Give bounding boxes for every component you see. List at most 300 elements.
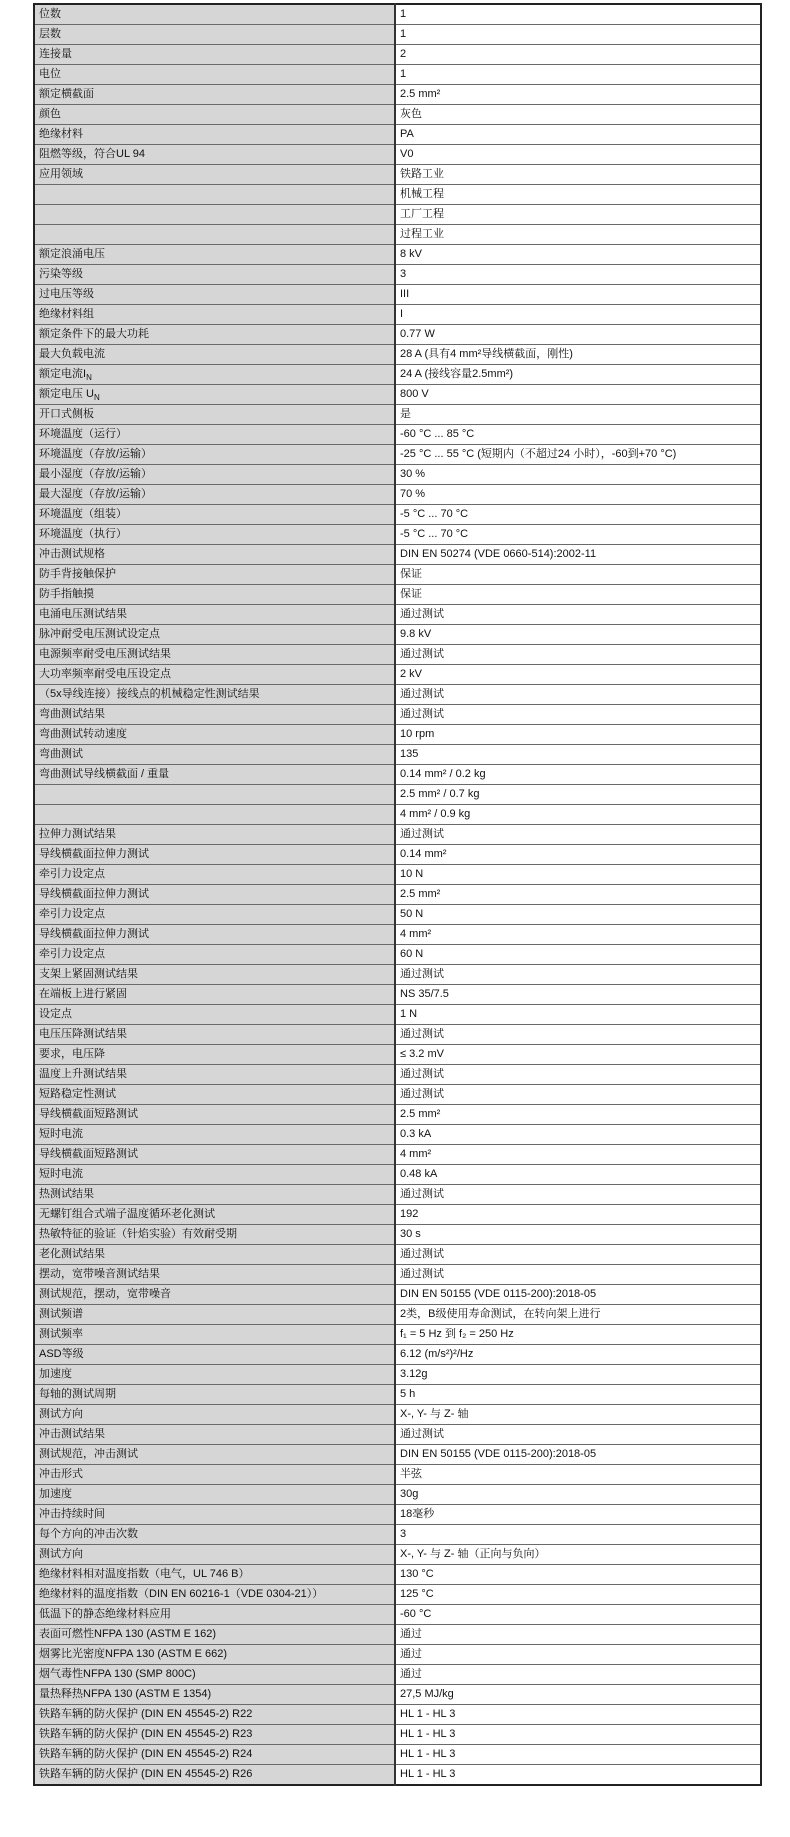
table-row: [34, 1745, 761, 1765]
table-row: [34, 1285, 761, 1305]
property-value-cell: [395, 705, 761, 725]
property-label: 额定浪涌电压: [39, 248, 105, 260]
property-value: 1: [400, 8, 407, 20]
property-label: 电压压降测试结果: [39, 1028, 127, 1040]
table-row: [34, 1645, 761, 1665]
property-value: III: [400, 288, 410, 300]
property-label-cell: [34, 1185, 395, 1205]
property-label-subscript: N: [94, 393, 100, 403]
property-value-cell: [395, 565, 761, 585]
property-value-cell: [395, 645, 761, 665]
table-row: [34, 25, 761, 45]
table-row: [34, 1365, 761, 1385]
property-value-cell: [395, 1145, 761, 1165]
property-label-cell: [34, 905, 395, 925]
property-label: 额定横截面: [39, 88, 94, 100]
property-label-cell: [34, 1745, 395, 1765]
property-label-cell: [34, 885, 395, 905]
property-value: 0.3 kA: [400, 1128, 432, 1140]
property-value-cell: [395, 65, 761, 85]
table-row: [34, 1025, 761, 1045]
property-value: 50 N: [400, 908, 424, 920]
property-label-cell: [34, 1325, 395, 1345]
property-value: 0.14 mm²: [400, 848, 447, 860]
property-label-cell: [34, 125, 395, 145]
property-value: 通过测试: [400, 608, 444, 620]
property-value: 通过测试: [400, 708, 444, 720]
property-value: PA: [400, 128, 414, 140]
property-value: 10 N: [400, 868, 424, 880]
property-value: 6.12 (m/s²)²/Hz: [400, 1348, 474, 1360]
table-row: [34, 465, 761, 485]
property-value-cell: [395, 1125, 761, 1145]
table-row: [34, 485, 761, 505]
property-label: 电源频率耐受电压测试结果: [39, 648, 171, 660]
property-value: 135: [400, 748, 419, 760]
property-label-cell: [34, 45, 395, 65]
property-value-cell: [395, 1665, 761, 1685]
property-label: 防手背接触保护: [39, 568, 116, 580]
property-value-cell: [395, 625, 761, 645]
property-label: 无螺钉组合式端子温度循环老化测试: [39, 1208, 215, 1220]
property-value: DIN EN 50274 (VDE 0660-514):2002-11: [400, 548, 597, 560]
property-label-cell: [34, 1165, 395, 1185]
property-label-cell: [34, 4, 395, 25]
property-label: 导线横截面拉伸力测试: [39, 928, 149, 940]
property-value-cell: [395, 725, 761, 745]
property-value: I: [400, 308, 404, 320]
table-row: [34, 845, 761, 865]
property-value-cell: [395, 1645, 761, 1665]
property-value-cell: [395, 85, 761, 105]
property-value-cell: [395, 965, 761, 985]
property-label-cell: [34, 545, 395, 565]
property-value-cell: [395, 545, 761, 565]
property-label-cell: [34, 85, 395, 105]
property-value: 30g: [400, 1488, 419, 1500]
property-value-cell: [395, 1225, 761, 1245]
property-value: 0.14 mm² / 0.2 kg: [400, 768, 486, 780]
property-value-cell: [395, 265, 761, 285]
table-row: [34, 445, 761, 465]
table-row: [34, 665, 761, 685]
table-row: [34, 1385, 761, 1405]
property-label-cell: [34, 1025, 395, 1045]
property-value-cell: [395, 825, 761, 845]
property-label: 电位: [39, 68, 61, 80]
property-value: 通过测试: [400, 1068, 444, 1080]
property-value: 通过: [400, 1628, 422, 1640]
table-row: [34, 405, 761, 425]
property-value: 通过测试: [400, 688, 444, 700]
property-label: 加速度: [39, 1368, 72, 1380]
table-row: [34, 305, 761, 325]
property-label-cell: [34, 1145, 395, 1165]
property-label: 导线横截面拉伸力测试: [39, 848, 149, 860]
property-value-cell: [395, 1025, 761, 1045]
property-label: 冲击测试规格: [39, 548, 105, 560]
property-label: 设定点: [39, 1008, 72, 1020]
table-row: [34, 1705, 761, 1725]
property-label: 连接量: [39, 48, 72, 60]
property-value-cell: [395, 925, 761, 945]
property-label: 环境温度（执行）: [39, 528, 127, 540]
property-value: 3: [400, 268, 407, 280]
property-label: 导线横截面短路测试: [39, 1148, 138, 1160]
property-value: DIN EN 50155 (VDE 0115-200):2018-05: [400, 1288, 597, 1300]
property-value-cell: [395, 685, 761, 705]
property-label: 热敏特征的验证（针焰实验）有效耐受期: [39, 1228, 237, 1240]
property-value: 2: [400, 48, 407, 60]
table-row: [34, 745, 761, 765]
property-label: 应用领域: [39, 168, 83, 180]
table-row: [34, 1205, 761, 1225]
property-label: 烟雾比光密度NFPA 130 (ASTM E 662): [39, 1648, 228, 1660]
property-value: 通过测试: [400, 968, 444, 980]
property-value-cell: [395, 1625, 761, 1645]
property-label-cell: [34, 225, 395, 245]
table-row: [34, 625, 761, 645]
property-value: 8 kV: [400, 248, 423, 260]
table-row: [34, 1245, 761, 1265]
property-value-cell: [395, 105, 761, 125]
table-row: [34, 1585, 761, 1605]
property-value: X-, Y- 与 Z- 轴（正向与负向）: [400, 1548, 546, 1560]
property-value: 1: [400, 28, 407, 40]
property-label-cell: [34, 525, 395, 545]
property-label-cell: [34, 405, 395, 425]
property-value: 通过测试: [400, 1028, 444, 1040]
property-value-cell: [395, 865, 761, 885]
property-value: 通过测试: [400, 828, 444, 840]
property-value-cell: [395, 1505, 761, 1525]
table-row: [34, 605, 761, 625]
property-label-cell: [34, 265, 395, 285]
property-value: ≤ 3.2 mV: [400, 1048, 444, 1060]
table-row: [34, 1765, 761, 1786]
table-row: [34, 885, 761, 905]
property-value: 保证: [400, 588, 422, 600]
property-label: 铁路车辆的防火保护 (DIN EN 45545-2) R26: [39, 1768, 253, 1780]
table-row: [34, 1425, 761, 1445]
property-value-cell: [395, 1085, 761, 1105]
property-label: 环境温度（运行）: [39, 428, 127, 440]
property-label-cell: [34, 1625, 395, 1645]
property-label-cell: [34, 705, 395, 725]
property-value-cell: [395, 1725, 761, 1745]
property-label: ASD等级: [39, 1348, 84, 1360]
property-label: 过电压等级: [39, 288, 94, 300]
property-value: -5 °C ... 70 °C: [400, 508, 469, 520]
table-row: [34, 1125, 761, 1145]
property-label: 测试规范，摆动，宽带噪音: [39, 1288, 171, 1300]
property-label-cell: [34, 1765, 395, 1786]
property-label-cell: [34, 1385, 395, 1405]
property-label: 铁路车辆的防火保护 (DIN EN 45545-2) R23: [39, 1728, 253, 1740]
table-row: [34, 185, 761, 205]
property-value-cell: [395, 1685, 761, 1705]
property-value: 4 mm²: [400, 928, 432, 940]
property-label: 每个方向的冲击次数: [39, 1528, 138, 1540]
property-label: 温度上升测试结果: [39, 1068, 127, 1080]
table-row: [34, 1065, 761, 1085]
property-value: HL 1 - HL 3: [400, 1708, 456, 1720]
property-label-cell: [34, 785, 395, 805]
property-label: 测试方向: [39, 1408, 83, 1420]
property-label-cell: [34, 505, 395, 525]
property-value-cell: [395, 25, 761, 45]
property-label: 弯曲测试结果: [39, 708, 105, 720]
table-row: [34, 1565, 761, 1585]
property-value-cell: [395, 425, 761, 445]
property-value: 4 mm²: [400, 1148, 432, 1160]
property-label: 绝缘材料相对温度指数（电气，UL 746 B）: [39, 1568, 250, 1580]
table-row: [34, 1045, 761, 1065]
property-label-cell: [34, 685, 395, 705]
property-value-cell: [395, 1325, 761, 1345]
property-label: 导线横截面短路测试: [39, 1108, 138, 1120]
property-value: 通过测试: [400, 1268, 444, 1280]
table-row: [34, 325, 761, 345]
property-label-cell: [34, 925, 395, 945]
property-value: 2.5 mm²: [400, 1108, 441, 1120]
property-value-cell: [395, 405, 761, 425]
property-label-cell: [34, 1565, 395, 1585]
property-value-cell: [395, 1165, 761, 1185]
property-label-cell: [34, 445, 395, 465]
property-label-cell: [34, 645, 395, 665]
property-value-cell: [395, 1465, 761, 1485]
table-row: [34, 525, 761, 545]
table-row: [34, 565, 761, 585]
property-label: 支架上紧固测试结果: [39, 968, 138, 980]
property-value-cell: [395, 285, 761, 305]
table-row: [34, 1445, 761, 1465]
property-value-cell: [395, 1745, 761, 1765]
property-value: 27,5 MJ/kg: [400, 1688, 454, 1700]
property-value: 通过测试: [400, 1188, 444, 1200]
property-value: 9.8 kV: [400, 628, 432, 640]
property-label-cell: [34, 1045, 395, 1065]
property-label: 最大湿度（存放/运输）: [39, 488, 153, 500]
property-value: 60 N: [400, 948, 424, 960]
property-label-cell: [34, 25, 395, 45]
property-value-cell: [395, 805, 761, 825]
property-label: 牵引力设定点: [39, 948, 105, 960]
property-label: 加速度: [39, 1488, 72, 1500]
property-value-cell: [395, 225, 761, 245]
table-row: [34, 1265, 761, 1285]
property-label: 弯曲测试导线横截面 / 重量: [39, 768, 170, 780]
property-value: 通过测试: [400, 648, 444, 660]
property-value-cell: [395, 465, 761, 485]
table-row: [34, 645, 761, 665]
property-label: 测试频率: [39, 1328, 83, 1340]
property-label-cell: [34, 1585, 395, 1605]
property-label-cell: [34, 285, 395, 305]
property-value: 30 %: [400, 468, 426, 480]
property-label: 防手指触摸: [39, 588, 94, 600]
spec-table-body: [34, 4, 761, 1785]
property-label: 位数: [39, 8, 61, 20]
property-label-cell: [34, 725, 395, 745]
table-row: [34, 985, 761, 1005]
property-label: 额定条件下的最大功耗: [39, 328, 149, 340]
property-label: 额定电压 U: [39, 388, 94, 400]
property-label-cell: [34, 305, 395, 325]
property-value: 28 A (具有4 mm²导线横截面，刚性): [400, 348, 573, 360]
property-value-cell: [395, 485, 761, 505]
table-row: [34, 545, 761, 565]
property-label-cell: [34, 1605, 395, 1625]
property-label: 电涌电压测试结果: [39, 608, 127, 620]
property-label-cell: [34, 1205, 395, 1225]
property-value-cell: [395, 1545, 761, 1565]
table-row: [34, 125, 761, 145]
property-label: 测试方向: [39, 1548, 83, 1560]
table-row: [34, 1525, 761, 1545]
property-value: V0: [400, 148, 414, 160]
property-label-cell: [34, 765, 395, 785]
property-value-cell: [395, 1065, 761, 1085]
property-value: 保证: [400, 568, 422, 580]
property-value: 0.77 W: [400, 328, 435, 340]
property-label-cell: [34, 1545, 395, 1565]
property-value-cell: [395, 505, 761, 525]
property-label: 环境温度（组装）: [39, 508, 127, 520]
table-row: [34, 825, 761, 845]
table-row: [34, 585, 761, 605]
property-label: 短路稳定性测试: [39, 1088, 116, 1100]
property-value-cell: [395, 985, 761, 1005]
property-value: 通过测试: [400, 1088, 444, 1100]
property-value: 1: [400, 68, 407, 80]
property-value: 灰色: [400, 108, 422, 120]
table-row: [34, 965, 761, 985]
table-row: [34, 425, 761, 445]
property-label: 测试规范，冲击测试: [39, 1448, 138, 1460]
property-value: 130 °C: [400, 1568, 434, 1580]
property-label-cell: [34, 1485, 395, 1505]
property-label: 铁路车辆的防火保护 (DIN EN 45545-2) R24: [39, 1748, 253, 1760]
property-value-cell: [395, 1705, 761, 1725]
property-label: 额定电流I: [39, 368, 87, 380]
property-value-cell: [395, 45, 761, 65]
property-value: 过程工业: [400, 228, 444, 240]
table-row: [34, 85, 761, 105]
property-value: -60 °C: [400, 1608, 432, 1620]
property-value: 通过: [400, 1648, 422, 1660]
property-label: 脉冲耐受电压测试设定点: [39, 628, 160, 640]
property-label: 摆动，宽带噪音测试结果: [39, 1268, 160, 1280]
table-row: [34, 45, 761, 65]
property-value: 30 s: [400, 1228, 421, 1240]
property-value-cell: [395, 1565, 761, 1585]
table-row: [34, 1485, 761, 1505]
property-label-cell: [34, 105, 395, 125]
property-label-cell: [34, 385, 395, 405]
property-label-cell: [34, 945, 395, 965]
property-label: 牵引力设定点: [39, 868, 105, 880]
property-label: 老化测试结果: [39, 1248, 105, 1260]
property-label: （5x导线连接）接线点的机械稳定性测试结果: [39, 688, 260, 700]
property-value-cell: [395, 125, 761, 145]
property-value-cell: [395, 1005, 761, 1025]
property-value: 机械工程: [400, 188, 444, 200]
property-value-cell: [395, 905, 761, 925]
property-label: 测试频谱: [39, 1308, 83, 1320]
property-value: 通过测试: [400, 1428, 444, 1440]
property-label: 环境温度（存放/运输）: [39, 448, 153, 460]
table-row: [34, 1225, 761, 1245]
property-label: 绝缘材料组: [39, 308, 94, 320]
property-value-cell: [395, 1445, 761, 1465]
property-label-cell: [34, 1505, 395, 1525]
property-value-cell: [395, 345, 761, 365]
table-row: [34, 945, 761, 965]
table-row: [34, 1545, 761, 1565]
table-row: [34, 105, 761, 125]
table-row: [34, 1605, 761, 1625]
property-value-cell: [395, 1245, 761, 1265]
property-value-cell: [395, 1285, 761, 1305]
property-label-cell: [34, 1425, 395, 1445]
property-label: 弯曲测试: [39, 748, 83, 760]
table-row: [34, 1665, 761, 1685]
property-value: 铁路工业: [400, 168, 444, 180]
property-value: 5 h: [400, 1388, 416, 1400]
property-value: 2.5 mm²: [400, 88, 441, 100]
property-label-cell: [34, 1465, 395, 1485]
property-value: -60 °C ... 85 °C: [400, 428, 475, 440]
property-value-cell: [395, 1305, 761, 1325]
property-label: 开口式侧板: [39, 408, 94, 420]
table-row: [34, 345, 761, 365]
property-label: 低温下的静态绝缘材料应用: [39, 1608, 171, 1620]
table-row: [34, 245, 761, 265]
property-label-cell: [34, 1065, 395, 1085]
property-label: 最小湿度（存放/运输）: [39, 468, 153, 480]
property-value-cell: [395, 1405, 761, 1425]
property-label-cell: [34, 1225, 395, 1245]
property-value: 800 V: [400, 388, 429, 400]
property-label-cell: [34, 1105, 395, 1125]
property-value: 3: [400, 1528, 407, 1540]
property-value-cell: [395, 845, 761, 865]
table-row: [34, 1685, 761, 1705]
property-value-cell: [395, 165, 761, 185]
property-label-cell: [34, 145, 395, 165]
property-value: HL 1 - HL 3: [400, 1728, 456, 1740]
property-label: 每轴的测试周期: [39, 1388, 116, 1400]
property-label-cell: [34, 1285, 395, 1305]
table-row: [34, 1725, 761, 1745]
table-row: [34, 1625, 761, 1645]
property-label-cell: [34, 325, 395, 345]
property-value-cell: [395, 205, 761, 225]
property-label-cell: [34, 985, 395, 1005]
property-value-cell: [395, 4, 761, 25]
table-row: [34, 385, 761, 405]
property-label: 颜色: [39, 108, 61, 120]
property-value: 通过: [400, 1668, 422, 1680]
property-label-cell: [34, 1305, 395, 1325]
property-value: X-, Y- 与 Z- 轴: [400, 1408, 469, 1420]
table-row: [34, 905, 761, 925]
property-value-cell: [395, 1485, 761, 1505]
property-value-cell: [395, 745, 761, 765]
property-value: 4 mm² / 0.9 kg: [400, 808, 471, 820]
